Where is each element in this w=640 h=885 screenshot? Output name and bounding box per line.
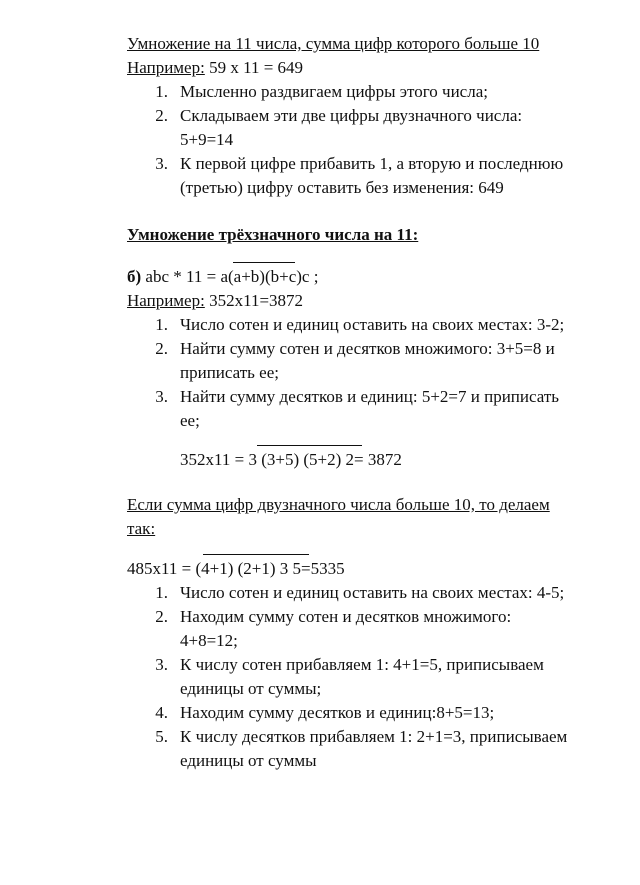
step-text: К числу десятков прибавляем 1: 2+1=3, приписываем (180, 727, 568, 746)
step-number: 3. (155, 154, 168, 173)
step-text: Число сотен и единиц оставить на своих местах: 3-2; (180, 315, 565, 334)
overline-bar (233, 262, 295, 263)
formula-body: abc * 11 = a(a+b)(b+c)c ; (141, 267, 319, 286)
step-number: 1. (155, 315, 168, 334)
step-text: Найти сумму сотен и десятков множимого: 3+5=8 и (180, 339, 555, 358)
overline-bar (203, 554, 309, 555)
step-text: Найти сумму десятков и единиц: 5+2=7 и приписать (180, 387, 560, 406)
step-text: (третью) цифру оставить без изменения: 649 (180, 178, 504, 197)
step-text: единицы от суммы (180, 751, 317, 770)
step-text: ее; (180, 411, 200, 430)
section3-title: Если сумма цифр двузначного числа больше 10, то делаем (127, 495, 550, 514)
step-text: Находим сумму десятков и единиц:8+5=13; (180, 703, 495, 722)
section1-example-value: 59 х 11 = 649 (204, 58, 304, 77)
step-number: 4. (155, 703, 168, 722)
section2-example-value: 352х11=3872 (204, 291, 304, 310)
section2-title: Умножение трёхзначного числа на 11: (127, 225, 419, 244)
step-text: приписать ее; (180, 363, 279, 382)
section2-result: 352х11 = 3 (3+5) (5+2) 2= 3872 (180, 450, 402, 469)
section3-result: 485х11 = (4+1) (2+1) 3 5=5335 (127, 559, 345, 578)
step-text: единицы от суммы; (180, 679, 322, 698)
step-number: 2. (155, 339, 168, 358)
step-number: 3. (155, 387, 168, 406)
step-text: Мысленно раздвигаем цифры этого числа; (180, 82, 488, 101)
step-number: 1. (155, 583, 168, 602)
step-text: 4+8=12; (180, 631, 238, 650)
section1-example (127, 58, 303, 78)
step-number: 1. (155, 82, 168, 101)
step-text: К числу сотен прибавляем 1: 4+1=5, приписываем (180, 655, 544, 674)
section2-example-label: Например: (127, 291, 205, 310)
section1-title: Умножение на 11 числа, сумма цифр которого больше 10 (127, 34, 540, 53)
section3-title-cont: так: (127, 519, 156, 538)
step-text: Находим сумму сотен и десятков множимого: (180, 607, 512, 626)
formula-prefix: б) (127, 267, 142, 286)
section2-example (127, 291, 303, 311)
step-number: 5. (155, 727, 168, 746)
step-number: 2. (155, 607, 168, 626)
overline-bar (257, 445, 362, 446)
step-number: 2. (155, 106, 168, 125)
step-text: К первой цифре прибавить 1, а вторую и последнюю (180, 154, 564, 173)
section2-formula (127, 267, 318, 287)
step-number: 3. (155, 655, 168, 674)
step-text: 5+9=14 (180, 130, 234, 149)
section1-example-label: Например: (127, 58, 205, 77)
step-text: Число сотен и единиц оставить на своих местах: 4-5; (180, 583, 565, 602)
step-text: Складываем эти две цифры двузначного числа: (180, 106, 523, 125)
